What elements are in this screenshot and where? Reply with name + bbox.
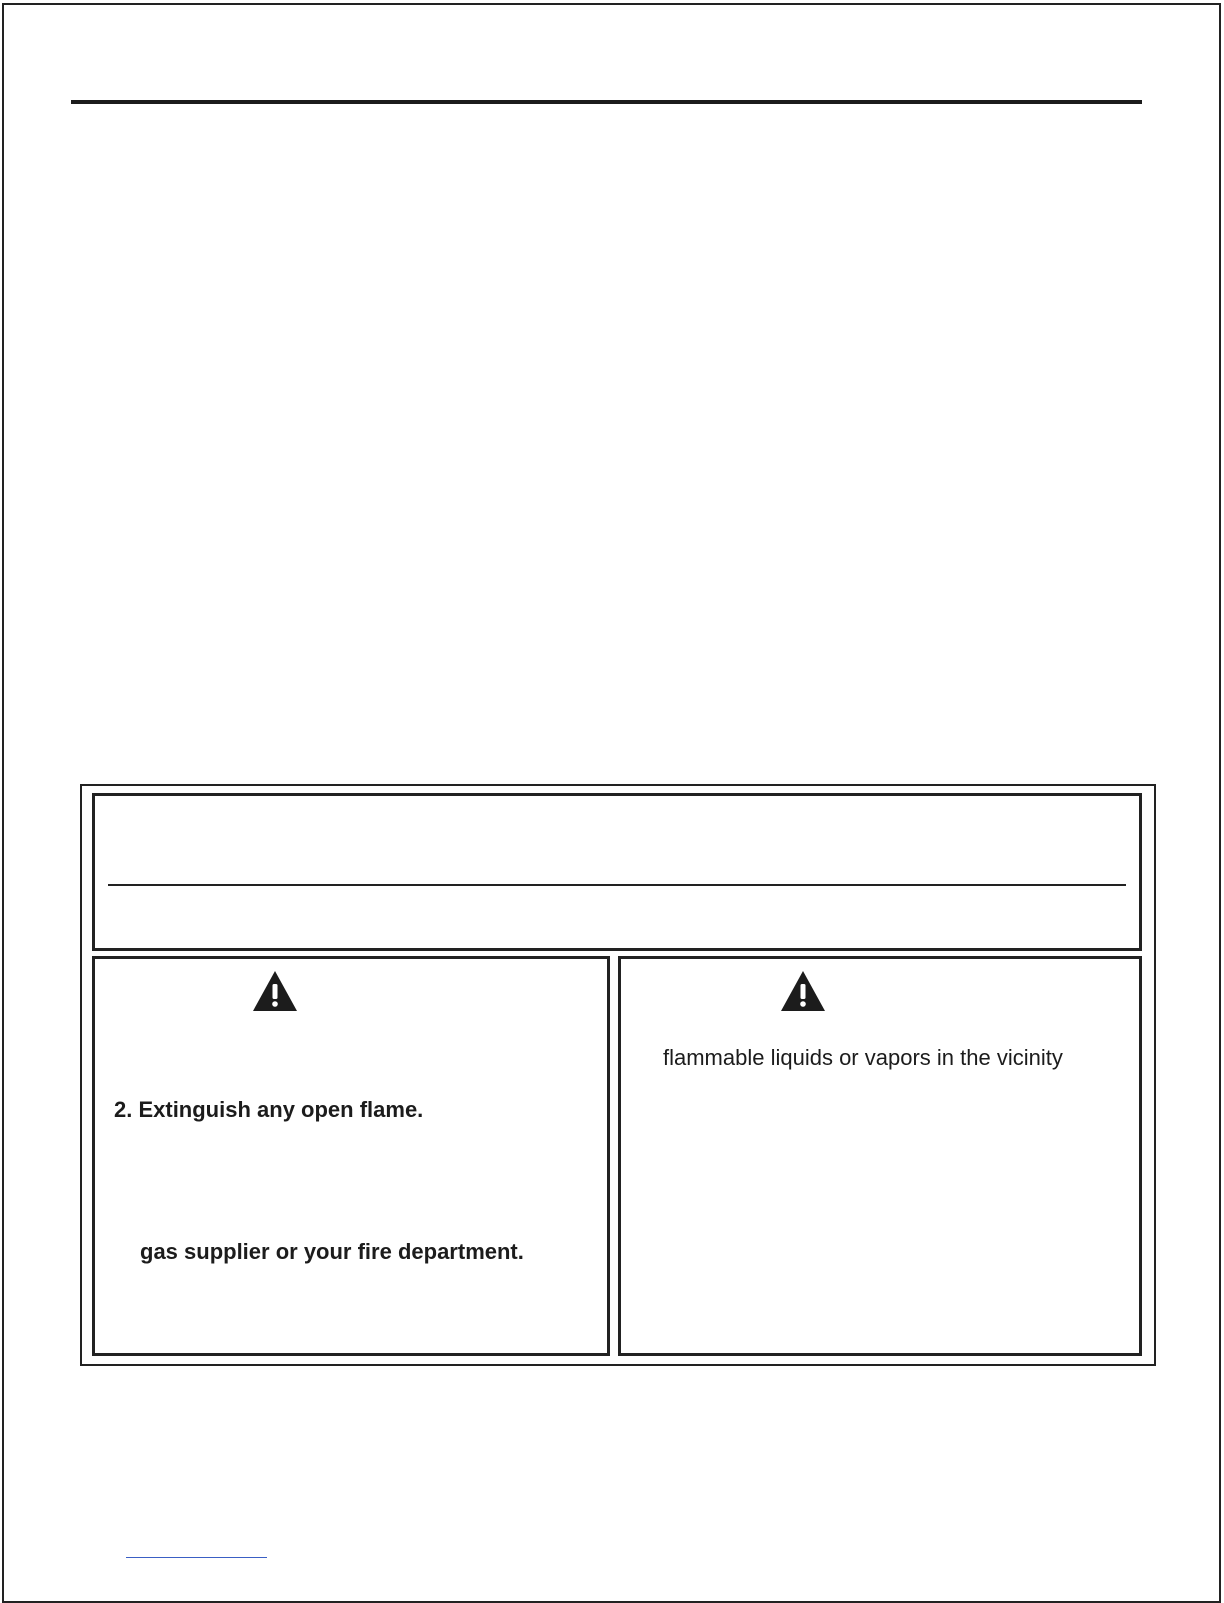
flammable-liquids-warning: flammable liquids or vapors in the vicinity bbox=[663, 1045, 1063, 1070]
step-extinguish-flame: 2. Extinguish any open flame. bbox=[114, 1097, 424, 1122]
warning-triangle-icon bbox=[780, 970, 826, 1012]
footer-link-underline[interactable] bbox=[126, 1557, 267, 1558]
warning-left-panel bbox=[92, 956, 610, 1356]
warning-header-rule bbox=[108, 884, 1126, 886]
top-rule bbox=[71, 100, 1142, 104]
warning-right-panel bbox=[618, 956, 1142, 1356]
warning-header-box bbox=[92, 793, 1142, 951]
gas-supplier-instruction: gas supplier or your fire department. bbox=[140, 1239, 524, 1264]
warning-triangle-icon bbox=[252, 970, 298, 1012]
